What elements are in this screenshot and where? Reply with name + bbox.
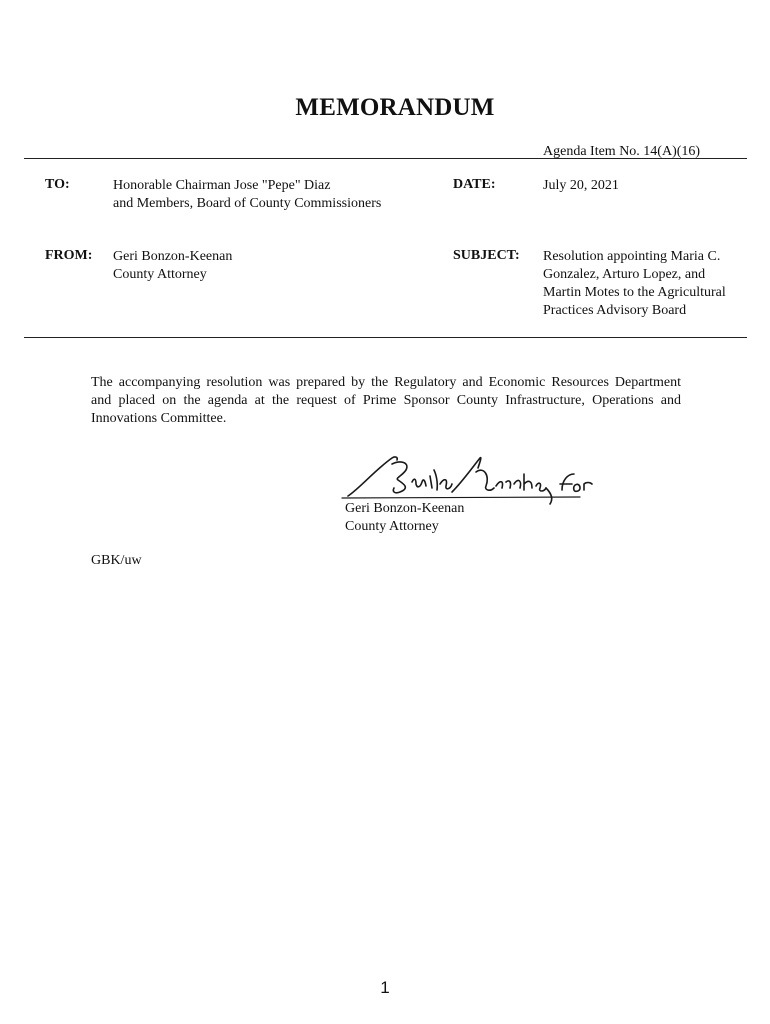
body-line: Innovations Committee. bbox=[91, 411, 227, 426]
date-value: July 20, 2021 bbox=[543, 178, 619, 193]
subject-line: Practices Advisory Board bbox=[543, 303, 687, 318]
page-number: 1 bbox=[380, 978, 390, 997]
from-line: County Attorney bbox=[113, 267, 207, 282]
subject-line: Gonzalez, Arturo Lopez, and bbox=[543, 267, 706, 282]
header-divider-bottom bbox=[24, 337, 747, 338]
agenda-item-number: Agenda Item No. 14(A)(16) bbox=[543, 144, 701, 159]
subject-value bbox=[543, 248, 726, 320]
signatory-title: County Attorney bbox=[345, 519, 439, 534]
subject-line: Resolution appointing Maria C. bbox=[543, 249, 721, 264]
typist-initials: GBK/uw bbox=[91, 553, 142, 568]
body-paragraph bbox=[91, 374, 681, 428]
to-line: and Members, Board of County Commissioners bbox=[113, 196, 382, 211]
to-label: TO: bbox=[45, 177, 70, 192]
header-divider-top bbox=[24, 158, 747, 159]
date-label: DATE: bbox=[453, 177, 496, 192]
subject-line: Martin Motes to the Agricultural bbox=[543, 285, 726, 300]
from-label: FROM: bbox=[45, 248, 93, 263]
from-sender bbox=[113, 248, 232, 284]
page-title: MEMORANDUM bbox=[295, 94, 495, 121]
to-recipients bbox=[113, 177, 381, 213]
signatory-name: Geri Bonzon-Keenan bbox=[345, 501, 465, 516]
body-line: and placed on the agenda at the request of Prime Sponsor County Infrastructure, Operations and bbox=[91, 393, 681, 408]
subject-label: SUBJECT: bbox=[453, 248, 520, 263]
from-line: Geri Bonzon-Keenan bbox=[113, 249, 233, 264]
body-line: The accompanying resolution was prepared by the Regulatory and Economic Resources Department bbox=[91, 375, 681, 390]
handwritten-signature bbox=[340, 448, 600, 508]
to-line: Honorable Chairman Jose "Pepe" Diaz bbox=[113, 178, 331, 193]
